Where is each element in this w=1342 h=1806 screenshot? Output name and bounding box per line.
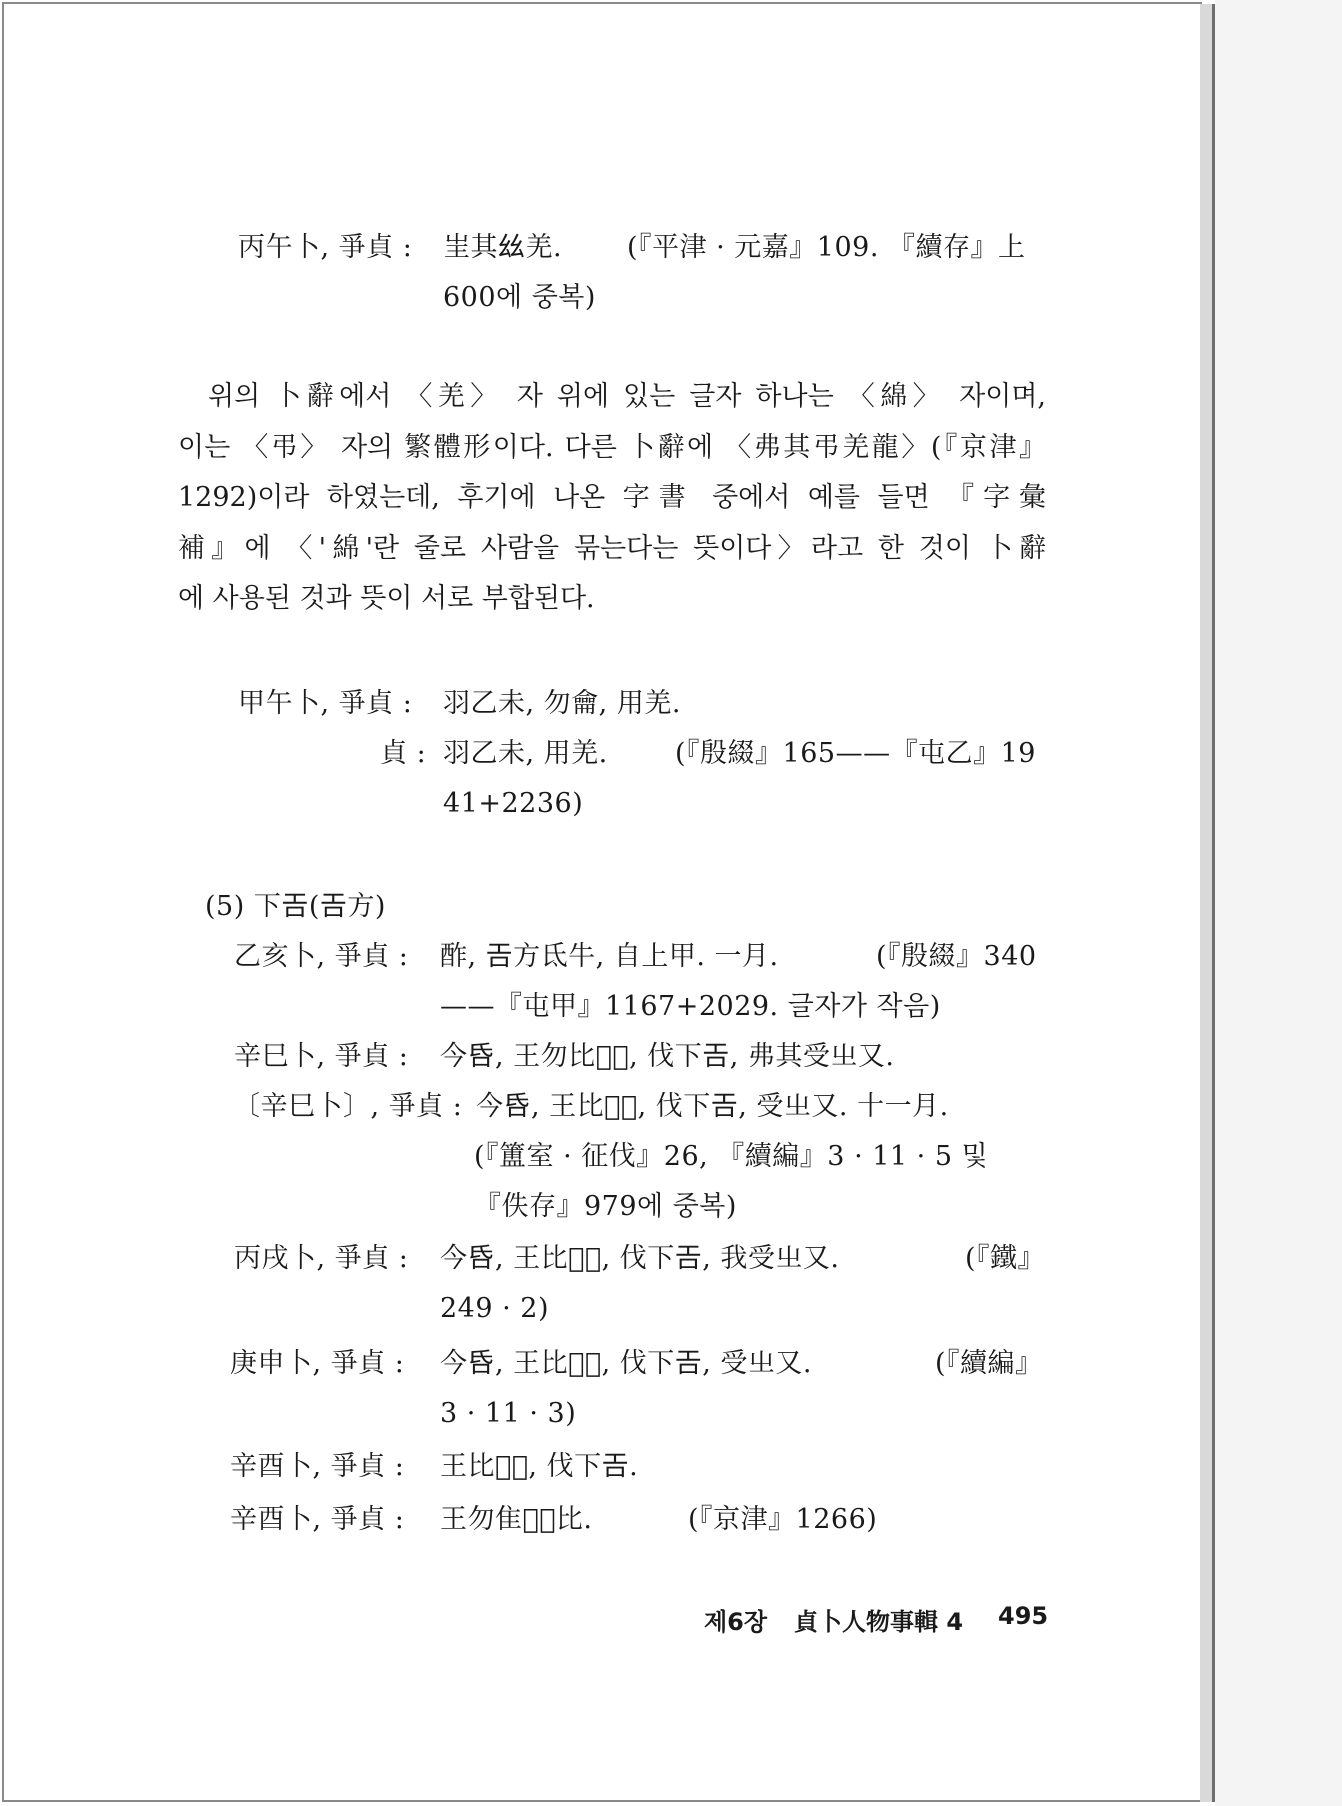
inscription-text: 羽乙未, 勿龠, 用羌. <box>443 688 681 719</box>
inscription-prefix: 〔辛巳卜〕, 爭貞 : <box>233 1091 463 1122</box>
inscription-text: 今𠯑, 王比󰉢󰉣, 伐下𢀛, 受㞢又. 十一月. <box>476 1091 949 1122</box>
inscription-prefix: 貞 : <box>380 738 427 769</box>
citation: (『續編』 <box>935 1348 1043 1379</box>
paragraph-line: 에 사용된 것과 뜻이 서로 부합된다. <box>178 583 595 614</box>
inscription-text: 王勿隹󰉢󰉣比. <box>440 1504 593 1535</box>
inscription-text: 今𠯑, 王勿比󰉢󰉣, 伐下𢀛, 弗其受㞢又. <box>440 1041 895 1072</box>
footer-title: 貞卜人物事輯 4 <box>794 1608 964 1636</box>
inscription-text: 酢, 𢀛方氐牛, 自上甲. 一月. <box>440 941 779 972</box>
inscription-text: 今𠯑, 王比󰉢󰉣, 伐下𢀛, 我受㞢又. <box>440 1243 840 1274</box>
citation: (『簠室 · 征伐』26, 『續編』3 · 11 · 5 및 <box>474 1141 989 1172</box>
inscription-prefix: 甲午卜, 爭貞 : <box>238 688 413 719</box>
body-paragraph <box>178 372 1046 625</box>
section-heading: (5) 下𢀛(𢀛方) <box>205 891 386 922</box>
book-page <box>2 2 1202 1802</box>
citation-continuation: 『佚存』979에 중복) <box>474 1191 737 1222</box>
citation: (『鐵』 <box>965 1243 1046 1274</box>
inscription-prefix: 辛巳卜, 爭貞 : <box>234 1041 409 1072</box>
inscription-prefix: 辛酉卜, 爭貞 : <box>230 1504 405 1535</box>
citation-continuation: 249 · 2) <box>440 1293 549 1324</box>
citation: (『京津』1266) <box>688 1504 878 1535</box>
paragraph-line: 補』에 〈'綿'란 줄로 사람을 묶는다는 뜻이다〉라고 한 것이 卜辭 <box>178 532 1046 564</box>
inscription-prefix: 庚申卜, 爭貞 : <box>230 1348 405 1379</box>
citation-continuation: 41+2236) <box>443 788 584 819</box>
inscription-text: 王比󰉢󰉣, 伐下𢀛. <box>440 1451 639 1482</box>
inscription-prefix: 丙午卜, 爭貞 : <box>238 232 413 263</box>
page-number: 495 <box>998 1602 1049 1630</box>
inscription-prefix: 丙戌卜, 爭貞 : <box>234 1243 409 1274</box>
paragraph-line: 1292)이라 하였는데, 후기에 나온 字書 중에서 예를 들면 『字彙 <box>178 482 1046 513</box>
paragraph-line: 위의 卜辭에서 〈羌〉 자 위에 있는 글자 하나는 〈綿〉 자이며, <box>208 381 1046 412</box>
citation: (『殷綴』165——『屯乙』19 <box>675 738 1036 769</box>
citation: (『殷綴』340 <box>876 941 1037 972</box>
citation-continuation: 3 · 11 · 3) <box>440 1398 577 1429</box>
page-edge <box>1200 4 1215 1802</box>
citation: (『平津 · 元嘉』109. 『續存』上 <box>627 232 1026 263</box>
footer-chapter: 제6장 <box>704 1608 768 1636</box>
inscription-text: 羽乙未, 用羌. <box>443 738 608 769</box>
citation-continuation: 600에 중복) <box>443 282 596 313</box>
background-margin <box>1215 0 1342 1806</box>
paragraph-line: 이는 〈弔〉 자의 繁體形이다. 다른 卜辭에 〈弗其弔羌龍〉(『京津』 <box>178 431 1046 463</box>
inscription-prefix: 乙亥卜, 爭貞 : <box>234 941 409 972</box>
citation-continuation: ——『屯甲』1167+2029. 글자가 작음) <box>440 991 941 1022</box>
inscription-text: 㞷其𢆶羌. <box>443 232 563 263</box>
inscription-text: 今𠯑, 王比󰉢󰉣, 伐下𢀛, 受㞢又. <box>440 1348 812 1379</box>
inscription-prefix: 辛酉卜, 爭貞 : <box>230 1451 405 1482</box>
